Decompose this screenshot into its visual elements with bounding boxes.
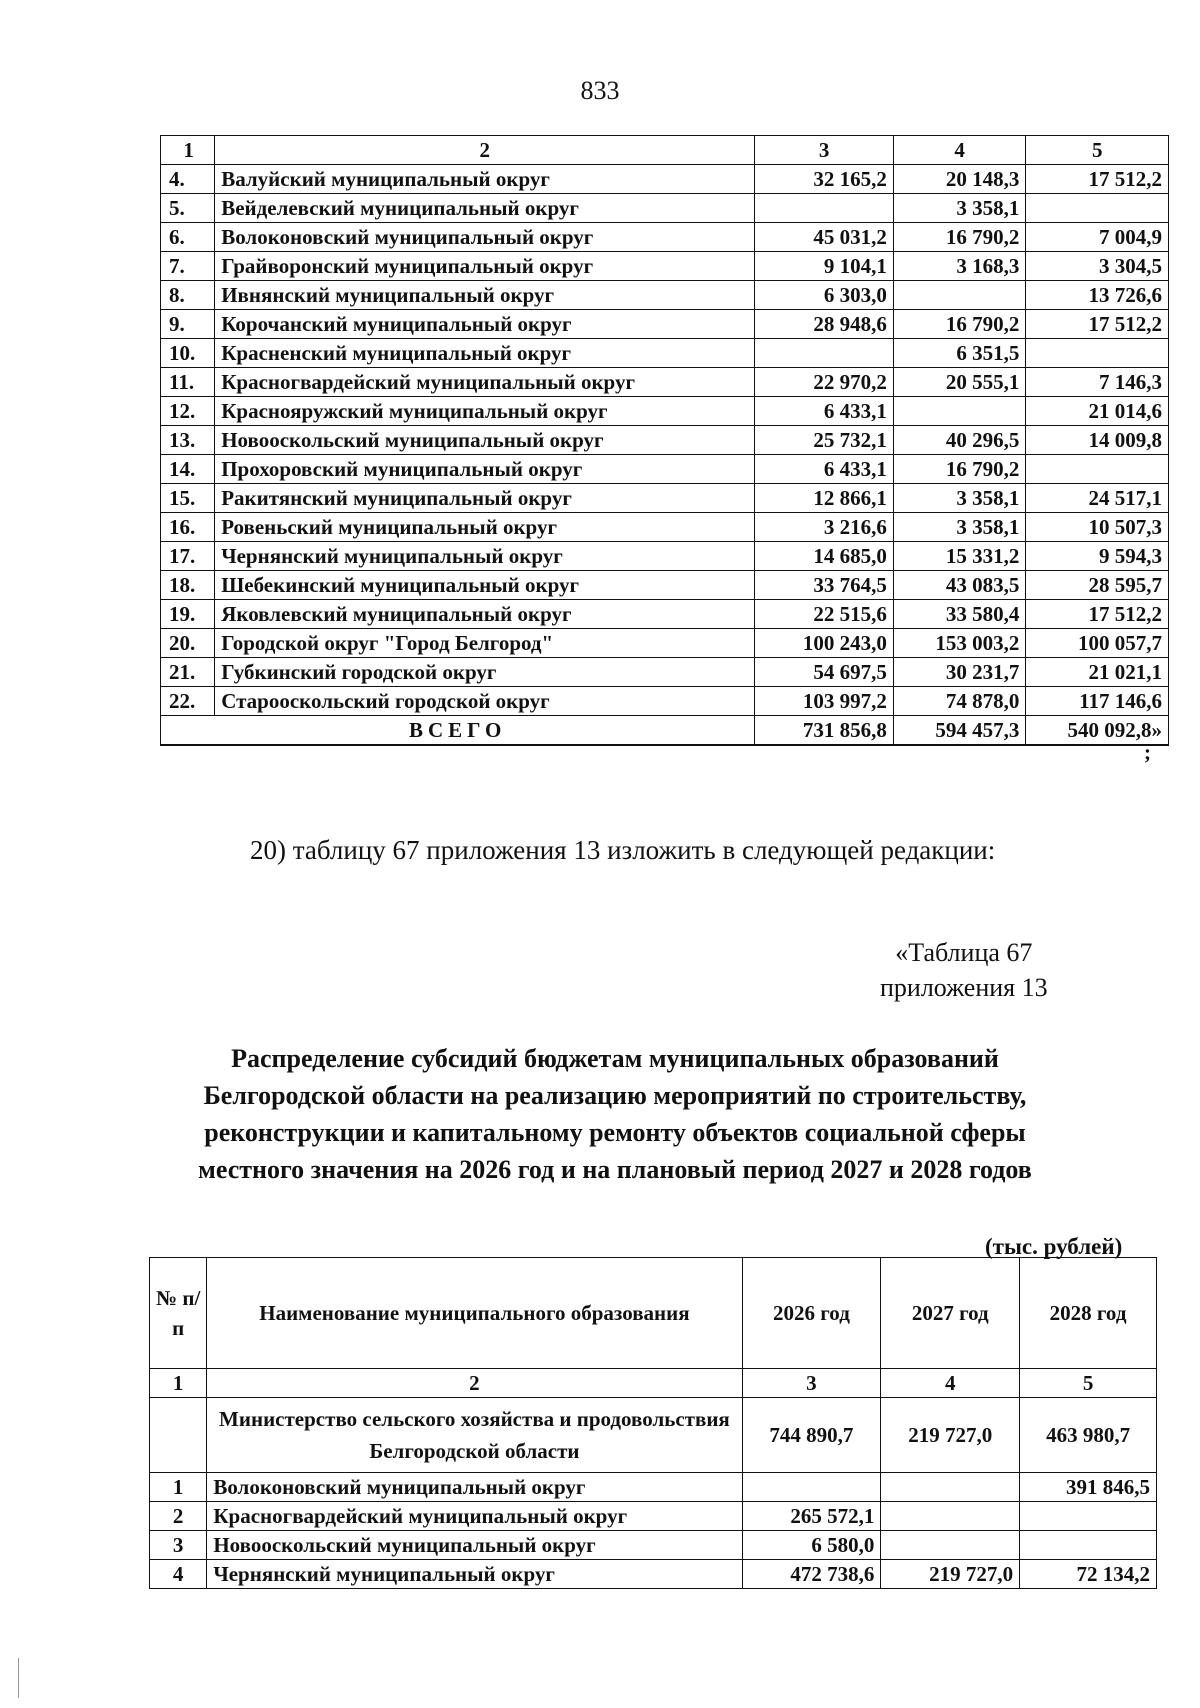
value-2028: [1026, 339, 1169, 368]
total-value-2028: 540 092,8»: [1026, 716, 1169, 746]
row-number: 4: [150, 1560, 207, 1589]
table-row: [161, 658, 1169, 687]
row-number: 9.: [161, 310, 215, 339]
value-2027: 33 580,4: [893, 600, 1026, 629]
value-2027: 43 083,5: [893, 571, 1026, 600]
value-2027: [893, 397, 1026, 426]
value-2026: 54 697,5: [755, 658, 894, 687]
value-2028: 7 146,3: [1026, 368, 1169, 397]
value-2026: 100 243,0: [755, 629, 894, 658]
value-2027: 16 790,2: [893, 455, 1026, 484]
municipality-name: Городской округ "Город Белгород": [215, 629, 755, 658]
municipality-name: Старооскольский городской округ: [215, 687, 755, 716]
table-row: [161, 165, 1169, 194]
value-2028: 391 846,5: [1020, 1473, 1157, 1502]
municipality-name: Грайворонский муниципальный округ: [215, 252, 755, 281]
table-row: [161, 600, 1169, 629]
table-row: [150, 1502, 1157, 1531]
value-2028: 72 134,2: [1020, 1560, 1157, 1589]
table-row: [150, 1560, 1157, 1589]
municipality-name: Ракитянский муниципальный округ: [215, 484, 755, 513]
margin-mark: [18, 1658, 19, 1698]
table-row: [161, 339, 1169, 368]
header-cell: 3: [755, 136, 894, 165]
value-2028: 28 595,7: [1026, 571, 1169, 600]
row-number: 10.: [161, 339, 215, 368]
municipality-name: Волоконовский муниципальный округ: [207, 1473, 742, 1502]
row-number: 19.: [161, 600, 215, 629]
municipality-name: Новооскольский муниципальный округ: [215, 426, 755, 455]
head-year-2027: 2027 год: [881, 1258, 1020, 1369]
head-name: Наименование муниципального образования: [207, 1258, 742, 1369]
value-2027: [881, 1531, 1020, 1560]
municipality-name: Красногвардейский муниципальный округ: [207, 1502, 742, 1531]
table-row: [161, 571, 1169, 600]
header-cell: 5: [1020, 1369, 1157, 1398]
table-row: [161, 484, 1169, 513]
row-number: 21.: [161, 658, 215, 687]
value-2027: 3 358,1: [893, 194, 1026, 223]
subsidy-table-67: [149, 1257, 1157, 1589]
amendment-paragraph: 20) таблицу 67 приложения 13 изложить в следующей редакции:: [250, 835, 996, 865]
value-2026: [755, 194, 894, 223]
table-row: [161, 629, 1169, 658]
value-2028: [1026, 455, 1169, 484]
value-2026: [755, 339, 894, 368]
row-number: 11.: [161, 368, 215, 397]
header-cell: 2: [207, 1369, 742, 1398]
value-2028: 21 021,1: [1026, 658, 1169, 687]
value-2026: 32 165,2: [755, 165, 894, 194]
table-row: [150, 1531, 1157, 1560]
header-cell: 1: [150, 1369, 207, 1398]
value-2026: 3 216,6: [755, 513, 894, 542]
row-number: 8.: [161, 281, 215, 310]
table-row: [161, 368, 1169, 397]
row-number: 16.: [161, 513, 215, 542]
municipality-name: Чернянский муниципальный округ: [207, 1560, 742, 1589]
municipality-name: Волоконовский муниципальный округ: [215, 223, 755, 252]
value-2027: [893, 281, 1026, 310]
header-cell: 4: [893, 136, 1026, 165]
header-cell: 3: [742, 1369, 881, 1398]
value-2027: 3 358,1: [893, 513, 1026, 542]
total-suffix: ;: [1144, 740, 1151, 764]
table-row: [161, 542, 1169, 571]
value-2026: 14 685,0: [755, 542, 894, 571]
table-row: [150, 1473, 1157, 1502]
value-2028: 21 014,6: [1026, 397, 1169, 426]
ministry-value-2028: 463 980,7: [1020, 1398, 1157, 1473]
value-2027: 74 878,0: [893, 687, 1026, 716]
value-2027: 16 790,2: [893, 310, 1026, 339]
municipality-name: Губкинский городской округ: [215, 658, 755, 687]
table-reference-line1: «Таблица 67: [895, 938, 1033, 967]
value-2028: 117 146,6: [1026, 687, 1169, 716]
row-number: 13.: [161, 426, 215, 455]
value-2028: [1020, 1502, 1157, 1531]
municipality-name: Краснояружский муниципальный округ: [215, 397, 755, 426]
row-number: 12.: [161, 397, 215, 426]
header-cell: 4: [881, 1369, 1020, 1398]
municipality-name: Красненский муниципальный округ: [215, 339, 755, 368]
value-2028: 17 512,2: [1026, 310, 1169, 339]
total-label: ВСЕГО: [161, 716, 755, 746]
row-number: 20.: [161, 629, 215, 658]
row-number: 22.: [161, 687, 215, 716]
value-2028: 13 726,6: [1026, 281, 1169, 310]
row-number: 1: [150, 1473, 207, 1502]
value-2027: 15 331,2: [893, 542, 1026, 571]
total-row: [161, 716, 1169, 746]
table-row: [161, 310, 1169, 339]
value-2027: 3 168,3: [893, 252, 1026, 281]
municipality-name: Корочанский муниципальный округ: [215, 310, 755, 339]
value-2027: 3 358,1: [893, 484, 1026, 513]
value-2026: 33 764,5: [755, 571, 894, 600]
value-2028: 9 594,3: [1026, 542, 1169, 571]
municipality-name: Яковлевский муниципальный округ: [215, 600, 755, 629]
table-row: [161, 252, 1169, 281]
row-number: 4.: [161, 165, 215, 194]
value-2027: 16 790,2: [893, 223, 1026, 252]
value-2027: [881, 1473, 1020, 1502]
table-row: [161, 397, 1169, 426]
value-2026: 103 997,2: [755, 687, 894, 716]
value-2026: 45 031,2: [755, 223, 894, 252]
column-number-row: [150, 1369, 1157, 1398]
value-2026: 22 515,6: [755, 600, 894, 629]
row-number: 18.: [161, 571, 215, 600]
municipality-name: Вейделевский муниципальный округ: [215, 194, 755, 223]
value-2026: 6 303,0: [755, 281, 894, 310]
value-2026: 25 732,1: [755, 426, 894, 455]
municipality-name: Красногвардейский муниципальный округ: [215, 368, 755, 397]
ministry-name: Министерство сельского хозяйства и продовольствия Белгородской области: [207, 1398, 742, 1473]
value-2027: 6 351,5: [893, 339, 1026, 368]
row-number: 6.: [161, 223, 215, 252]
table-title: Распределение субсидий бюджетам муниципальных образований Белгородской области на реализацию мероприятий по строительству, реконструкции и капитальному ремонту объектов социальной сферы местного значения на 2026 год и на плановый период 2027 и 2028 годов: [198, 1044, 1032, 1184]
value-2026: 6 580,0: [742, 1531, 881, 1560]
subsidy-table-continuation: [160, 135, 1169, 746]
value-2027: 20 148,3: [893, 165, 1026, 194]
total-value-2026: 731 856,8: [755, 716, 894, 746]
table-reference-line2: приложения 13: [880, 973, 1048, 1002]
value-2026: 12 866,1: [755, 484, 894, 513]
table-row: [161, 223, 1169, 252]
value-2028: 14 009,8: [1026, 426, 1169, 455]
value-2027: 40 296,5: [893, 426, 1026, 455]
row-number: 7.: [161, 252, 215, 281]
header-cell: 1: [161, 136, 215, 165]
header-cell: 2: [215, 136, 755, 165]
value-2028: 17 512,2: [1026, 600, 1169, 629]
municipality-name: Шебекинский муниципальный округ: [215, 571, 755, 600]
row-number: 14.: [161, 455, 215, 484]
ministry-value-2026: 744 890,7: [742, 1398, 881, 1473]
page-number: 833: [580, 76, 620, 105]
table2-head-row: [150, 1258, 1157, 1369]
value-2028: 3 304,5: [1026, 252, 1169, 281]
value-2028: [1020, 1531, 1157, 1560]
table-reference: [880, 935, 1048, 1005]
table1-body: [161, 165, 1169, 716]
value-2028: 17 512,2: [1026, 165, 1169, 194]
value-2026: [742, 1473, 881, 1502]
value-2027: 219 727,0: [881, 1560, 1020, 1589]
table-row: [161, 513, 1169, 542]
table-row: [161, 687, 1169, 716]
municipality-name: Чернянский муниципальный округ: [215, 542, 755, 571]
value-2028: 10 507,3: [1026, 513, 1169, 542]
header-cell: 5: [1026, 136, 1169, 165]
municipality-name: Ивнянский муниципальный округ: [215, 281, 755, 310]
ministry-row: [150, 1398, 1157, 1473]
value-2027: [881, 1502, 1020, 1531]
value-2026: 265 572,1: [742, 1502, 881, 1531]
value-2028: 24 517,1: [1026, 484, 1169, 513]
row-number: 2: [150, 1502, 207, 1531]
table-row: [161, 426, 1169, 455]
table2-body: [150, 1473, 1157, 1589]
value-2026: 6 433,1: [755, 455, 894, 484]
units-label: (тыс. рублей): [985, 1234, 1123, 1259]
table-row: [161, 455, 1169, 484]
municipality-name: Прохоровский муниципальный округ: [215, 455, 755, 484]
row-number: 5.: [161, 194, 215, 223]
ministry-value-2027: 219 727,0: [881, 1398, 1020, 1473]
row-number: 17.: [161, 542, 215, 571]
value-2026: 9 104,1: [755, 252, 894, 281]
value-2027: 20 555,1: [893, 368, 1026, 397]
municipality-name: Новооскольский муниципальный округ: [207, 1531, 742, 1560]
value-2027: 153 003,2: [893, 629, 1026, 658]
head-num: № п/п: [150, 1258, 207, 1369]
head-year-2026: 2026 год: [742, 1258, 881, 1369]
table-row: [161, 281, 1169, 310]
value-2028: 100 057,7: [1026, 629, 1169, 658]
municipality-name: Ровеньский муниципальный округ: [215, 513, 755, 542]
value-2028: [1026, 194, 1169, 223]
ministry-num: [150, 1398, 207, 1473]
table-row: [161, 194, 1169, 223]
value-2028: 7 004,9: [1026, 223, 1169, 252]
column-number-row: [161, 136, 1169, 165]
row-number: 3: [150, 1531, 207, 1560]
head-year-2028: 2028 год: [1020, 1258, 1157, 1369]
value-2026: 22 970,2: [755, 368, 894, 397]
value-2026: 28 948,6: [755, 310, 894, 339]
value-2027: 30 231,7: [893, 658, 1026, 687]
value-2026: 6 433,1: [755, 397, 894, 426]
municipality-name: Валуйский муниципальный округ: [215, 165, 755, 194]
total-value-2027: 594 457,3: [893, 716, 1026, 746]
row-number: 15.: [161, 484, 215, 513]
value-2026: 472 738,6: [742, 1560, 881, 1589]
